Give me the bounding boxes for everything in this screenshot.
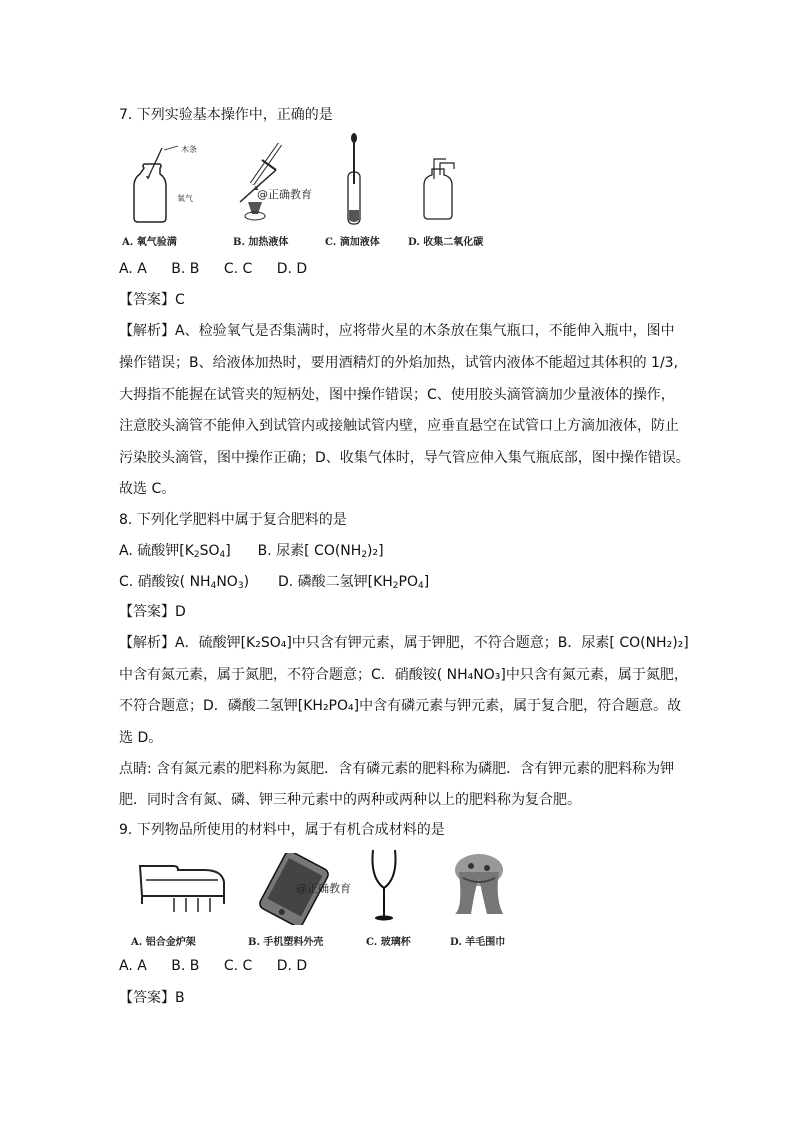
q9-option-b[interactable]: B. B — [171, 958, 200, 974]
q7-option-c[interactable]: C. C — [223, 261, 253, 277]
q7-figure-label-d: D. 收集二氧化碳 — [408, 237, 484, 248]
q7-options — [119, 260, 327, 278]
q8-options-row2 — [119, 573, 429, 591]
q7-analysis-line: 操作错误；B、给液体加热时，要用酒精灯的外焰加热，试管内液体不能超过其体积的 1/3, — [119, 355, 679, 371]
q8-option-c[interactable]: C. 硝酸铵( $NH_4NO_3$) — [119, 574, 250, 591]
dropper-figure — [340, 132, 370, 232]
q7-figure-label-a: A. 氧气验满 — [122, 237, 177, 248]
q8-answer: 【答案】D — [119, 604, 186, 620]
q8-tip-line: 肥．同时含有氮、磷、钾三种元素中的两种或两种以上的肥料称为复合肥。 — [119, 792, 581, 808]
q8-stem: 8. 下列化学肥料中属于复合肥料的是 — [119, 512, 347, 528]
watermark: @正确教育 — [257, 188, 312, 201]
q7-analysis-line: 【解析】A、检验氧气是否集满时，应将带火星的木条放在集气瓶口，不能伸入瓶中，图中 — [119, 323, 675, 339]
q8-option-d[interactable]: D. 磷酸二氢钾$[KH_2PO_4]$ — [277, 574, 430, 591]
q7-analysis-line: 大拇指不能握在试管夹的短柄处，图中操作错误；C、使用胶头滴管滴加少量液体的操作， — [119, 387, 675, 403]
stick-annotation: 木条 — [181, 145, 197, 154]
q9-option-a[interactable]: A. A — [119, 958, 147, 974]
glass-cup-figure — [368, 848, 400, 922]
heating-tube-figure — [232, 140, 292, 226]
q7-option-a[interactable]: A. A — [119, 261, 147, 277]
q7-analysis-line: 污染胶头滴管，图中操作正确；D、收集气体时，导气管应伸入集气瓶底部，图中操作错误。 — [119, 450, 690, 466]
q7-analysis-line: 注意胶头滴管不能伸入到试管内或接触试管内壁，应垂直悬空在试管口上方滴加液体，防止 — [119, 418, 679, 434]
q8-tip-line: 点睛: 含有氮元素的肥料称为氮肥．含有磷元素的肥料称为磷肥．含有钾元素的肥料称为钾 — [119, 761, 675, 777]
q7-option-b[interactable]: B. B — [171, 261, 200, 277]
q9-figure-label-a: A. 铝合金炉架 — [131, 937, 196, 948]
q9-option-c[interactable]: C. C — [223, 958, 253, 974]
q9-answer: 【答案】B — [119, 990, 185, 1006]
q7-option-d[interactable]: D. D — [276, 261, 308, 277]
stove-rack-figure — [134, 860, 230, 922]
q7-answer: 【答案】C — [119, 292, 185, 308]
q9-stem: 9. 下列物品所使用的材料中，属于有机合成材料的是 — [119, 822, 445, 838]
q8-options-row1 — [119, 542, 384, 560]
q9-option-d[interactable]: D. D — [276, 958, 308, 974]
q9-options — [119, 957, 327, 975]
q9-figure-label-c: C. 玻璃杯 — [366, 937, 411, 948]
oxygen-annotation: 氧气 — [177, 194, 193, 203]
q9-figure-label-b: B. 手机塑料外壳 — [248, 937, 324, 948]
watermark: @正确教育 — [296, 882, 351, 895]
q8-option-b[interactable]: B. 尿素[ $CO(NH_2)_2$] — [257, 543, 384, 560]
gas-bottle-figure — [420, 155, 465, 221]
q7-figure-label-b: B. 加热液体 — [233, 237, 289, 248]
q8-option-a[interactable]: A. 硫酸钾$[K_2SO_4]$ — [119, 543, 231, 560]
q8-analysis-line: 中含有氮元素，属于氮肥，不符合题意；C．硝酸铵( NH₄NO₃]中只含有氮元素，属于氮肥， — [119, 667, 688, 683]
q7-figure-label-c: C. 滴加液体 — [325, 237, 380, 248]
q8-analysis-line: 不符合题意；D．磷酸二氢钾[KH₂PO₄]中含有磷元素与钾元素，属于复合肥，符合题意。故 — [119, 698, 682, 714]
q8-analysis-line: 【解析】A．硫酸钾[K₂SO₄]中只含有钾元素，属于钾肥，不符合题意；B．尿素[ CO(NH₂)₂] — [119, 635, 689, 651]
q8-analysis-line: 选 D。 — [119, 730, 163, 746]
q7-stem: 7. 下列实验基本操作中，正确的是 — [119, 107, 333, 123]
q9-figure-label-d: D. 羊毛围巾 — [450, 937, 506, 948]
q7-analysis-line: 故选 C。 — [119, 481, 176, 497]
wool-scarf-figure — [443, 848, 513, 918]
